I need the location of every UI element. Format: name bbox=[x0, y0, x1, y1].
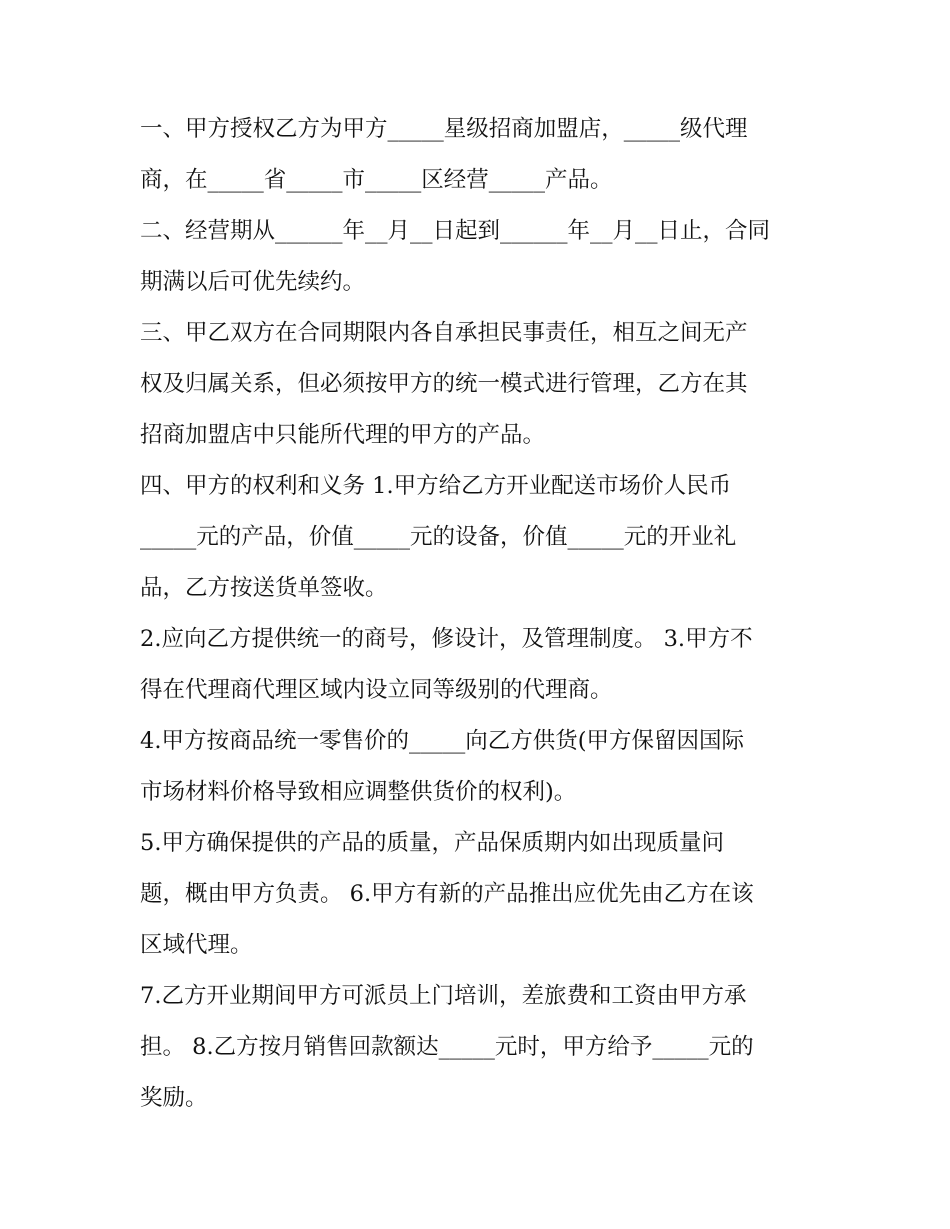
text-line: 品，乙方按送货单签收。 bbox=[140, 575, 388, 601]
item-4 bbox=[140, 716, 812, 818]
text-line: 招商加盟店中只能所代理的甲方的产品。 bbox=[140, 422, 546, 448]
text-line: 5.甲方确保提供的产品的质量，产品保质期内如出现质量问 bbox=[140, 830, 724, 856]
contract-body bbox=[140, 104, 812, 1124]
text-line: 7.乙方开业期间甲方可派员上门培训，差旅费和工资由甲方承 bbox=[140, 983, 747, 1009]
text-line: 担。 8.乙方按月销售回款额达_____元时，甲方给予_____元的 bbox=[140, 1034, 754, 1060]
text-line: 题，概由甲方负责。 6.甲方有新的产品推出应优先由乙方在该 bbox=[140, 881, 754, 907]
text-line: 区域代理。 bbox=[140, 932, 253, 958]
text-line: 权及归属关系，但必须按甲方的统一模式进行管理，乙方在其 bbox=[140, 371, 748, 397]
text-line: 一、甲方授权乙方为甲方_____星级招商加盟店，_____级代理 bbox=[140, 116, 748, 142]
item-5-6 bbox=[140, 818, 812, 971]
text-line: 2.应向乙方提供统一的商号，修设计，及管理制度。 3.甲方不 bbox=[140, 626, 753, 652]
clause-1 bbox=[140, 104, 812, 206]
text-line: 三、甲乙双方在合同期限内各自承担民事责任，相互之间无产 bbox=[140, 320, 748, 346]
text-line: 期满以后可优先续约。 bbox=[140, 269, 366, 295]
clause-4 bbox=[140, 461, 812, 614]
text-line: 商，在_____省_____市_____区经营_____产品。 bbox=[140, 167, 613, 193]
text-line: 市场材料价格导致相应调整供货价的权利)。 bbox=[140, 779, 577, 805]
text-line: 奖励。 bbox=[140, 1085, 208, 1111]
text-line: 4.甲方按商品统一零售价的_____向乙方供货(甲方保留因国际 bbox=[140, 728, 744, 754]
clause-3 bbox=[140, 308, 812, 461]
text-line: 得在代理商代理区域内设立同等级别的代理商。 bbox=[140, 677, 613, 703]
clause-2 bbox=[140, 206, 812, 308]
item-7-8 bbox=[140, 971, 812, 1124]
item-2-3 bbox=[140, 614, 812, 716]
text-line: 四、甲方的权利和义务 1.甲方给乙方开业配送市场价人民币 bbox=[140, 473, 732, 499]
text-line: 二、经营期从______年__月__日起到______年__月__日止，合同 bbox=[140, 218, 771, 244]
text-line: _____元的产品，价值_____元的设备，价值_____元的开业礼 bbox=[140, 524, 737, 550]
